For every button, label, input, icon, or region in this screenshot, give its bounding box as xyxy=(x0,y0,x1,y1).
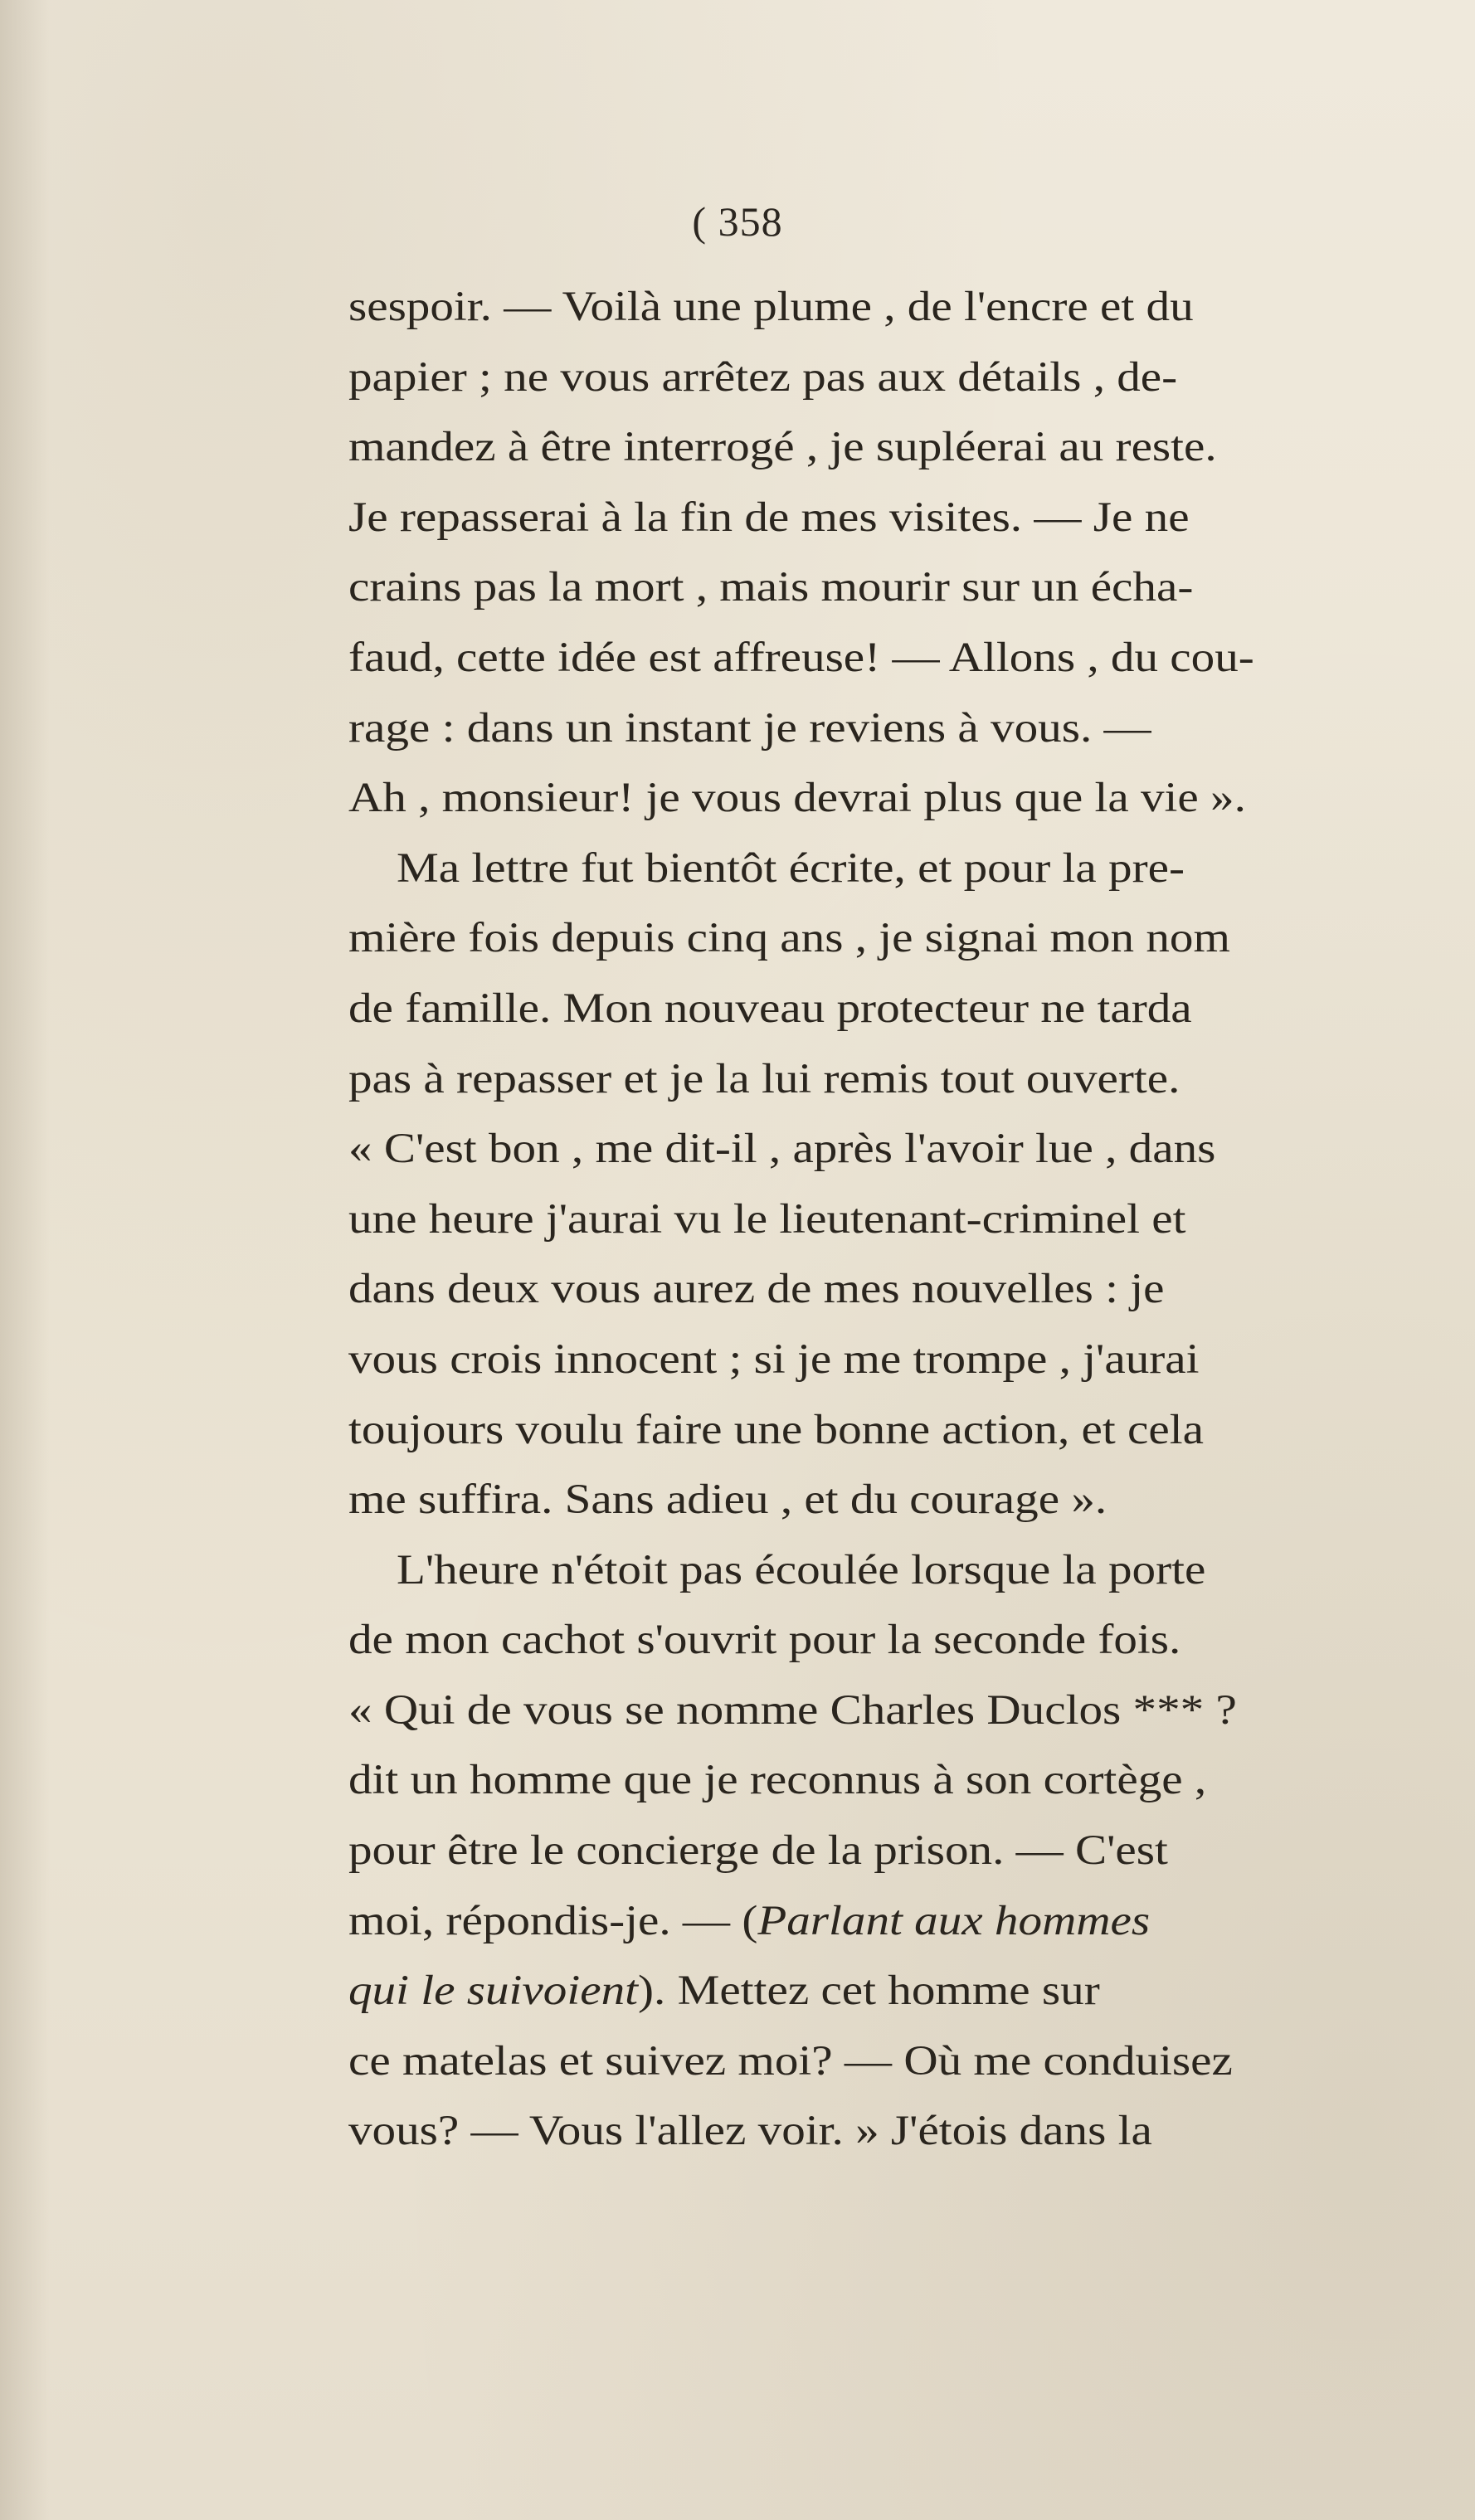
text-segment: ). Mettez cet homme sur xyxy=(638,1968,1100,2015)
text-segment: moi, répondis-je. — ( xyxy=(348,1897,758,1944)
text-line: L'heure n'étoit pas écoulée lorsque la porte xyxy=(397,1546,1206,1593)
text-line: sespoir. — Voilà une plume , de l'encre et du xyxy=(348,284,1194,330)
text-line: faud, cette idée est affreuse! — Allons , du cou- xyxy=(348,634,1254,681)
text-line: vous? — Vous l'allez voir. » J'étois dans la xyxy=(348,2108,1152,2155)
text-line: Ma lettre fut bientôt écrite, et pour la pre- xyxy=(397,844,1185,892)
text-line: toujours voulu faire une bonne action, et cela xyxy=(348,1406,1204,1453)
text-line: mière fois depuis cinq ans , je signai mon nom xyxy=(348,915,1230,962)
text-line: crains pas la mort , mais mourir sur un écha- xyxy=(348,564,1194,611)
text-line: « Qui de vous se nomme Charles Duclos *** ? xyxy=(348,1686,1237,1734)
text-line: me suffira. Sans adieu , et du courage ». xyxy=(348,1476,1107,1524)
text-line: une heure j'aurai vu le lieutenant-criminel et xyxy=(348,1195,1186,1243)
italic-segment: qui le suivoient xyxy=(348,1968,639,2015)
text-line: mandez à être interrogé , je supléerai au reste. xyxy=(348,424,1217,471)
text-line: Je repasserai à la fin de mes visites. — Je ne xyxy=(348,494,1190,541)
text-line: pas à repasser et je la lui remis tout ouverte. xyxy=(348,1055,1180,1102)
text-line: pour être le concierge de la prison. — C'est xyxy=(348,1827,1168,1875)
italic-segment: Parlant aux hommes xyxy=(757,1897,1151,1944)
text-line: vous crois innocent ; si je me trompe , j'aurai xyxy=(348,1335,1200,1383)
text-line: de mon cachot s'ouvrit pour la seconde fois. xyxy=(348,1617,1181,1664)
page-number: ( 358 xyxy=(692,198,783,245)
body-text xyxy=(348,272,1362,2167)
text-line xyxy=(348,1956,1362,2026)
text-line: ce matelas et suivez moi? — Où me conduisez xyxy=(348,2037,1233,2085)
text-line: papier ; ne vous arrêtez pas aux détails , de- xyxy=(348,353,1178,401)
text-line: « C'est bon , me dit-il , après l'avoir lue , dans xyxy=(348,1126,1216,1173)
page-edge-shadow xyxy=(0,0,50,2520)
text-line: Ah , monsieur! je vous devrai plus que la vie ». xyxy=(348,775,1246,822)
text-line: rage : dans un instant je reviens à vous. — xyxy=(348,704,1151,752)
text-line: de famille. Mon nouveau protecteur ne tarda xyxy=(348,985,1192,1032)
text-line xyxy=(348,1886,1362,1957)
text-line: dans deux vous aurez de mes nouvelles : je xyxy=(348,1266,1165,1313)
text-line: dit un homme que je reconnus à son cortège , xyxy=(348,1757,1207,1804)
